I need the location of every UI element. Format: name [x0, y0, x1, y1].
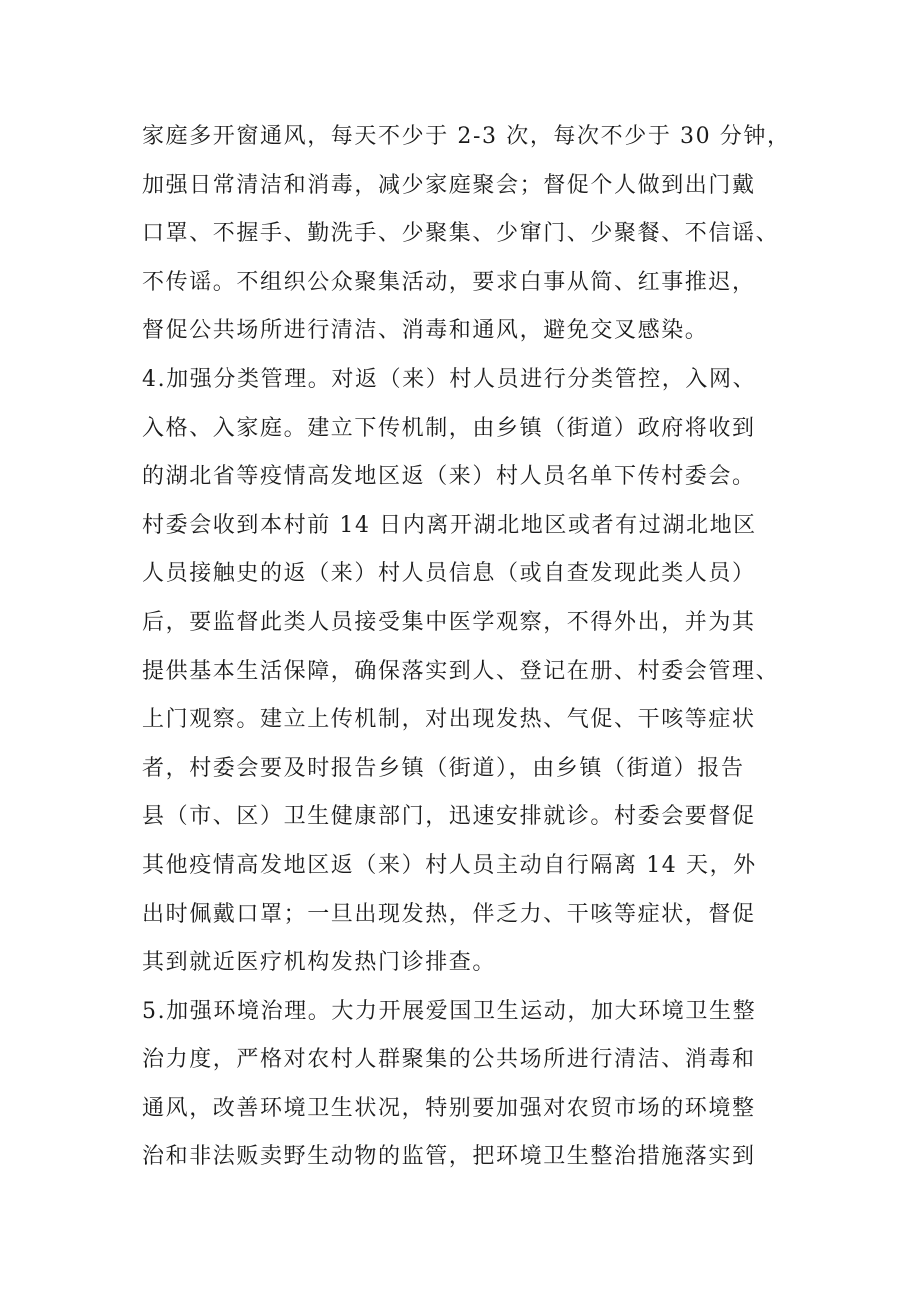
text-line: 者，村委会要及时报告乡镇（街道），由乡镇（街道）报告 [142, 755, 745, 781]
text-line: 治和非法贩卖野生动物的监管，把环境卫生整治措施落实到 [142, 1144, 756, 1170]
text-line: 的湖北省等疫情高发地区返（来）村人员名单下传村委会。 [142, 464, 756, 490]
text-line: 其他疫情高发地区返（来）村人员主动自行隔离 14 天，外 [142, 852, 757, 878]
text-line: 其到就近医疗机构发热门诊排查。 [142, 950, 497, 976]
text-line: 家庭多开窗通风，每天不少于 2-3 次，每次不少于 30 分钟， [142, 124, 791, 149]
text-line: 后，要监督此类人员接受集中医学观察，不得外出，并为其 [142, 609, 756, 635]
text-line: 人员接触史的返（来）村人员信息（或自查发现此类人员） [142, 561, 756, 587]
text-line: 4.加强分类管理。对返（来）村人员进行分类管控，入网、 [142, 366, 757, 392]
text-line: 县（市、区）卫生健康部门，迅速安排就诊。村委会要督促 [142, 804, 756, 830]
text-line: 上门观察。建立上传机制，对出现发热、气促、干咳等症状 [142, 707, 756, 733]
text-line: 5.加强环境治理。大力开展爱国卫生运动，加大环境卫生整 [142, 998, 757, 1024]
document-body [142, 113, 822, 1182]
text-line: 入格、入家庭。建立下传机制，由乡镇（街道）政府将收到 [142, 415, 756, 441]
text-line: 不传谣。不组织公众聚集活动，要求白事从简、红事推迟， [142, 269, 756, 295]
text-line: 加强日常清洁和消毒，减少家庭聚会；督促个人做到出门戴 [142, 172, 756, 198]
text-line: 治力度，严格对农村人群聚集的公共场所进行清洁、消毒和 [142, 1047, 756, 1073]
text-line: 督促公共场所进行清洁、消毒和通风，避免交叉感染。 [142, 318, 709, 344]
text-line: 出时佩戴口罩；一旦出现发热，伴乏力、干咳等症状，督促 [142, 901, 756, 927]
text-line: 口罩、不握手、勤洗手、少聚集、少窜门、少聚餐、不信谣、 [142, 221, 780, 247]
text-line: 村委会收到本村前 14 日内离开湖北地区或者有过湖北地区 [142, 512, 757, 538]
text-line: 通风，改善环境卫生状况，特别要加强对农贸市场的环境整 [142, 1095, 756, 1121]
text-line: 提供基本生活保障，确保落实到人、登记在册、村委会管理、 [142, 658, 780, 684]
